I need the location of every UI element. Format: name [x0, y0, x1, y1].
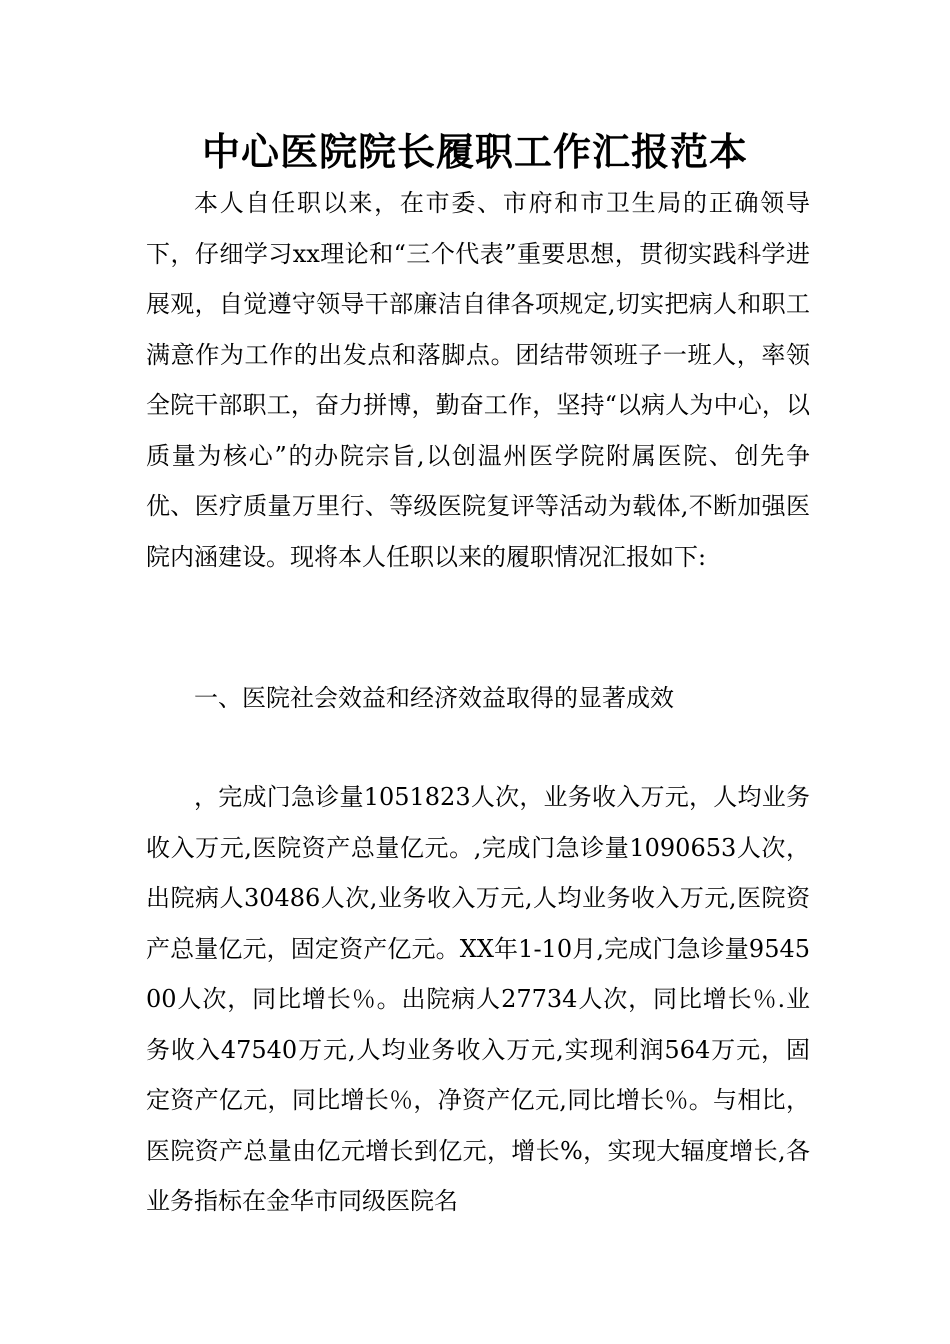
document-title: 中心医院院长履职工作汇报范本	[201, 129, 748, 174]
intro-paragraph: 本人自任职以来，在市委、市府和市卫生局的正确领导下，仔细学习xx理论和“三个代表”重要思想，贯彻实践科学进展观，自觉遵守领导干部廉洁自律各项规定,切实把病人和职工满意作为工作的出发点和落脚点。团结带领班子一班人，率领全院干部职工，奋力拼博，勤奋工作，坚持“以病人为中心，以质量为核心”的办院宗旨,以创温州医学院附属医院、创先争优、医疗质量万里行、等级医院复评等活动为载体,不断加强医院内涵建设。现将本人任职以来的履职情况汇报如下:	[146, 189, 810, 571]
section-heading: 一、医院社会效益和经济效益取得的显著成效	[194, 684, 674, 712]
section-paragraph: ，完成门急诊量1051823人次，业务收入万元，人均业务收入万元,医院资产总量亿元。,完成门急诊量1090653人次，出院病人30486人次,业务收入万元,人均业务收入万元,医院资产总量亿元，固定资产亿元。XX年1-10月,完成门急诊量954500人次，同比增长％。出院病人27734人次，同比增长％.业务收入47540万元,人均业务收入万元,实现利润564万元，固定资产亿元，同比增长％，净资产亿元,同比增长％。与相比，医院资产总量由亿元增长到亿元，增长%，实现大辐度增长,各业务指标在金华市同级医院名	[146, 783, 810, 1215]
